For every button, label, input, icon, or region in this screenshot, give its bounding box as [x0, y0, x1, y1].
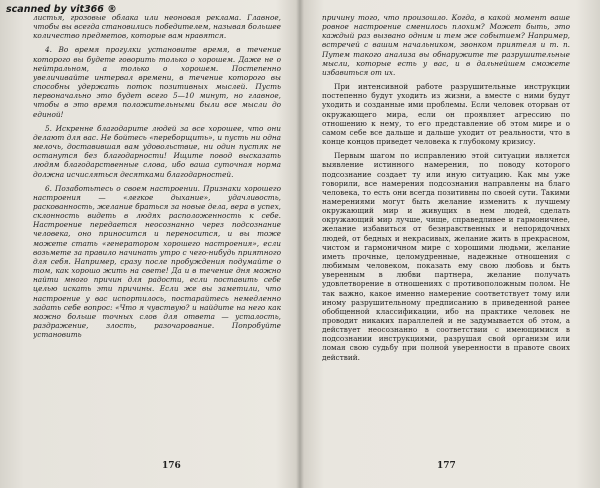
right-page	[322, 13, 570, 458]
book-gutter	[296, 0, 304, 488]
left-paragraph-4: 6. Позаботьтесь о своем настроении. Признаки хорошего настроения — «легкое дыхание», удачливость, раскованность, желание браться за новые дела, вера в успех, склонность видеть в людях расположенность к себе. Настроение передается неосознанно через подсознание человека, оно приносится и переносится, и вы тоже можете стать «генератором хорошего настроения», если возьмете за правило начинать утро с чего-нибудь приятного для себя. Например, сразу после пробуждения подумайте о том, как хорошо жить на свете! Да и в течение дня можно найти много причин для радости, если поставить себе целью искать эти причины. Если же вы заметили, что настроение у вас испортилось, постарайтесь немедленно задать себе вопрос: «Что я чувствую? и найдите на него как можно больше точных слов для ответа — усталость, раздражение, злость, разочарование. Попробуйте установить	[33, 183, 281, 340]
right-paragraph-3: Первым шагом по исправлению этой ситуации является выявление истинного намерения, по поводу которого подсознание создает ту или иную ситуацию. Как мы уже говорили, все намерения подсознания направлены на благо человека, то есть они всегда позитивны по своей сути. Такими намерениями могут быть желание изменить к лучшему окружающий мир и живущих в нем людей, сделать окружающий мир лучше, чище, справедливее и гармоничнее, желание избавиться от безнравственных и непорядочных людей, от бедных и некрасивых, желание жить в прекрасном, чистом и гармоничном мире с хорошими людьми, желание иметь прочные, целомудренные, надежные отношения с любимым человеком, показать ему свою любовь и быть уверенным в любви партнера, желание получать удовлетворение в отношениях с противоположным полом. Не так важно, какое именно намерение соответствует тому или иному разрушительному предписанию в приведенной ранее обобщенной классификации, ибо на практике человек не проводит никаких параллелей и не задумывается об этом, а действует неосознанно в соответствии с имеющимися в подсознании инструкциями, разрушая свой организм или ломая свою судьбу при полной уверенности в правоте своих действий.	[322, 151, 570, 362]
right-paragraph-1: причину того, что произошло. Когда, в какой момент ваше ровное настроение сменилось плохим? Может быть, это каждый раз вызвано одним и тем же событием? Например, встречей с вашим начальником, звонком приятеля и т. п. Путем такого анализа вы обнаружите те разрушительные мысли, которые есть у вас, и в дальнейшем сможете избавиться от их.	[322, 13, 570, 77]
left-page	[33, 13, 281, 458]
right-paragraph-2: При интенсивной работе разрушительные инструкции постепенно будут уходить из жизни, а вместе с ними будут уходить и созданные ими проблемы. Если человек оторван от окружающего мира, если он проявляет агрессию по отношению к нему, то его представление об этом мире и о самом себе все дальше и дальше уходит от реальности, что в конце концов приведет человека к глубокому кризису.	[322, 82, 570, 147]
left-paragraph-1: листья, грозовые облака или неоновая реклама. Главное, чтобы вы всегда становились победителем, называя большее количество предметов, которые вам нравятся.	[33, 13, 281, 41]
right-page-number: 177	[437, 461, 456, 471]
scan-label: scanned by vit366 ®	[6, 4, 117, 15]
left-paragraph-2: 4. Во время прогулки установите время, в течение которого вы будете говорить только о хорошем. Даже не о нейтральном, а только о хорошем. Постепенно увеличивайте интервал времени, в течение которого вы способны удержать поток позитивных мыслей. Пусть первоначально это будет всего 5—10 минут, но главное, чтобы в это время положительными были все мысли до единой!	[33, 45, 281, 119]
left-paragraph-3: 5. Искренне благодарите людей за все хорошее, что они делают для вас. Не бойтесь «переборщить», и пусть ни одна мелочь, доставившая вам удовольствие, ни один пустяк не останутся без благодарности! Ищите повод высказать людям благодарственные слова, ибо ваша суточная норма должна исчисляться десятками благодарностей.	[33, 123, 281, 179]
left-page-number: 176	[162, 461, 181, 471]
